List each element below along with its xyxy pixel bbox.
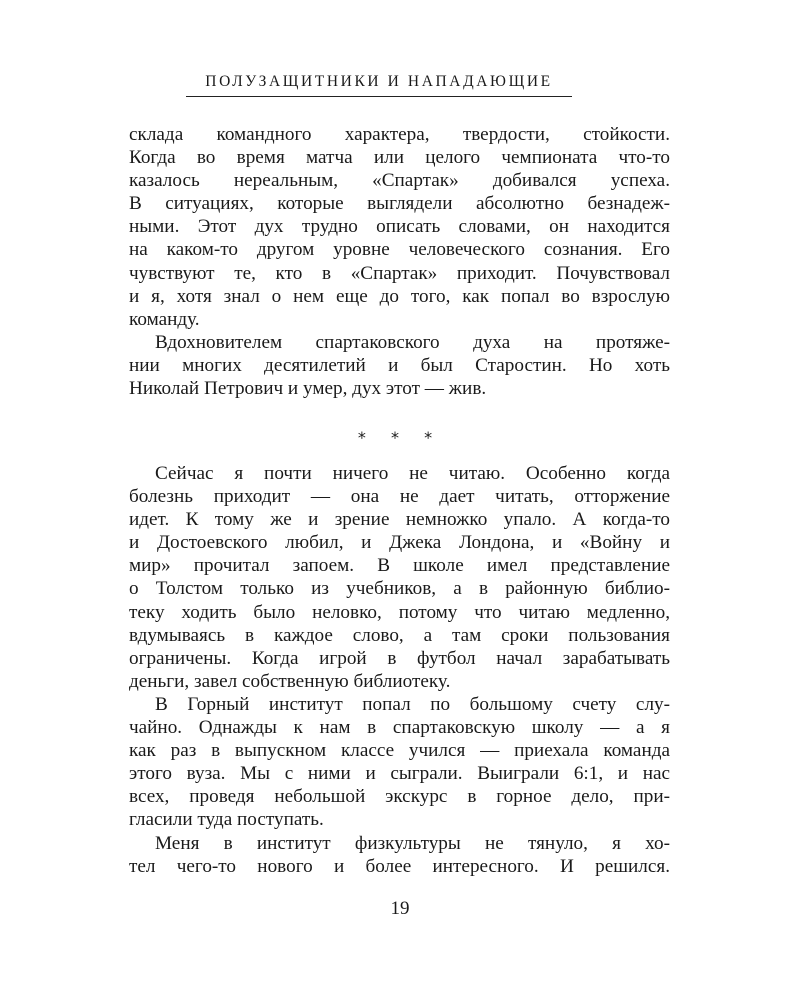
text-line: команду. [129, 308, 200, 330]
text-block-1 [129, 123, 670, 400]
text-line: о Толстом только из учебников, а в районную библио- [129, 578, 670, 600]
text-line: как раз в выпускном классе учился — приехала команда [129, 740, 670, 762]
text-line: В ситуациях, которые выглядели абсолютно безнадеж- [129, 193, 670, 215]
text-line: гласили туда поступать. [129, 809, 324, 831]
text-line: склада командного характера, твердости, стойкости. [129, 124, 670, 145]
page-number: 19 [390, 898, 410, 919]
text-line: ограничены. Когда игрой в футбол начал зарабатывать [129, 647, 670, 669]
text-line: Сейчас я почти ничего не читаю. Особенно когда [155, 463, 670, 484]
text-line: на каком-то другом уровне человеческого сознания. Его [129, 239, 670, 261]
text-line: В Горный институт попал по большому счету слу- [155, 693, 670, 715]
text-line: Когда во время матча или целого чемпионата что-то [129, 147, 670, 169]
text-line: чайно. Однажды к нам в спартаковскую школу — а я [129, 717, 670, 739]
text-line: этого вуза. Мы с ними и сыграли. Выиграли 6:1, и нас [129, 763, 670, 785]
text-line: деньги, завел собственную библиотеку. [129, 670, 451, 692]
text-line: всех, проведя небольшой экскурс в горное дело, при- [129, 786, 670, 808]
text-line: мир» прочитал запоем. В школе имел представление [129, 555, 670, 577]
running-head: ПОЛУЗАЩИТНИКИ И НАПАДАЮЩИЕ [205, 73, 553, 90]
header-rule [186, 96, 572, 97]
text-line: Вдохновителем спартаковского духа на протяже- [155, 331, 670, 353]
text-line: идет. К тому же и зрение немножко упало. А когда-то [129, 509, 670, 531]
text-line: Меня в институт физкультуры не тянуло, я хо- [155, 832, 670, 854]
text-line: вдумываясь в каждое слово, а там сроки пользования [129, 624, 670, 646]
text-line: болезнь приходит — она не дает читать, отторжение [129, 486, 670, 508]
text-line: и Достоевского любил, и Джека Лондона, и «Войну и [129, 532, 670, 554]
text-line: и я, хотя знал о нем еще до того, как попал во взрослую [129, 285, 670, 307]
section-divider: * * * [357, 428, 443, 447]
text-line: Николай Петрович и умер, дух этот — жив. [129, 378, 487, 400]
text-line: нии многих десятилетий и был Старостин. Но хоть [129, 354, 670, 376]
text-line: чувствуют те, кто в «Спартак» приходит. Почувствовал [129, 262, 670, 284]
text-line: теку ходить было неловко, потому что читаю медленно, [129, 601, 670, 623]
text-line: ными. Этот дух трудно описать словами, он находится [129, 216, 670, 238]
text-block-2 [129, 462, 670, 878]
text-line: казалось нереальным, «Спартак» добивался успеха. [129, 170, 670, 192]
text-line: тел чего-то нового и более интересного. И решился. [129, 855, 670, 877]
